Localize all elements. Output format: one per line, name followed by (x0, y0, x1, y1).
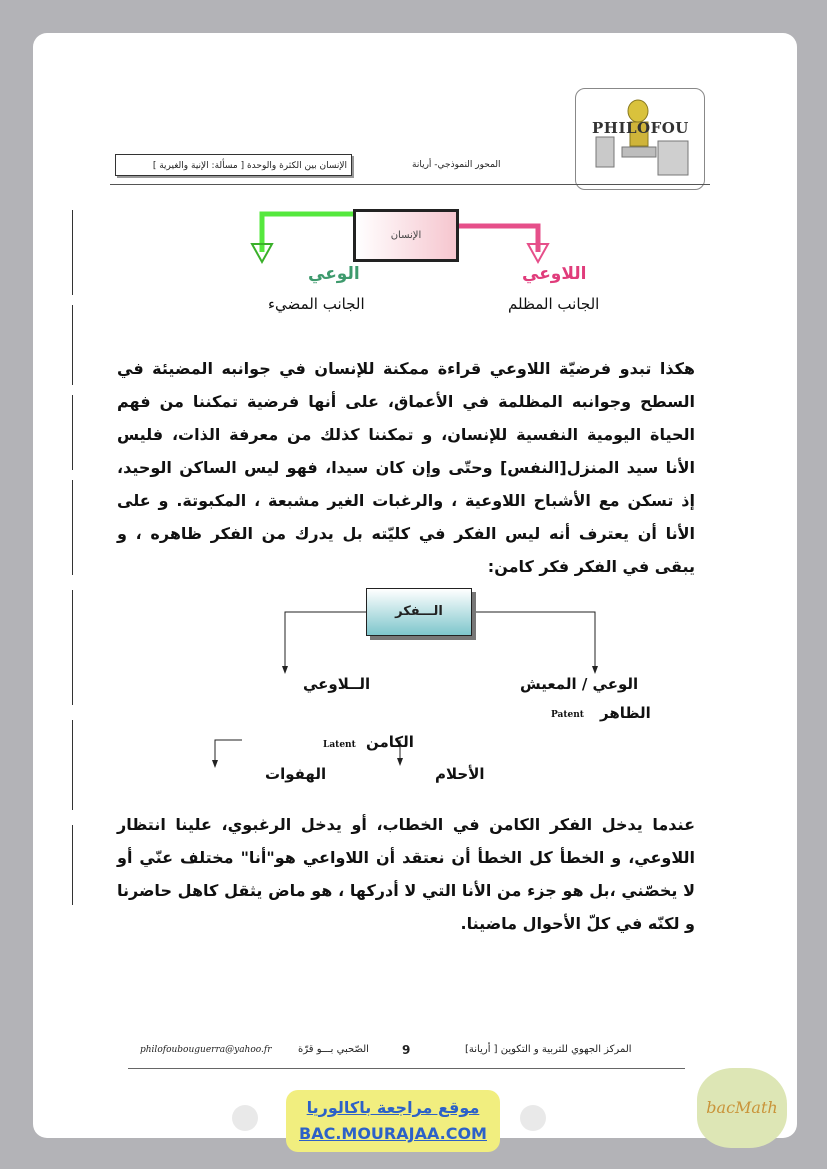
margin-bracket (72, 825, 76, 905)
margin-bracket (72, 395, 76, 470)
conscious-label: الوعي (308, 264, 360, 284)
margin-bracket (72, 590, 76, 705)
banner-right-emblem (520, 1105, 546, 1131)
banner-arabic: موقع مراجعة باكالوريا (306, 1098, 480, 1117)
banner-left-emblem (232, 1105, 258, 1131)
header-region-label: المحور النموذجي- أريانة (412, 160, 501, 170)
bacmath-logo: bacMath (697, 1068, 787, 1148)
apparent-label: الظاهر (600, 704, 651, 722)
site-banner[interactable] (286, 1090, 500, 1152)
unconscious-label: اللاوعي (522, 264, 587, 284)
document-page (33, 33, 797, 1138)
page-number: 9 (402, 1043, 411, 1057)
bright-side-label: الجانب المضيء (268, 295, 365, 313)
slips-label: الهفوات (265, 765, 327, 783)
unconscious-label-2: الــلاوعي (303, 675, 371, 693)
philofou-logo (575, 88, 705, 190)
latent-label: Latent (323, 740, 356, 750)
margin-bracket (72, 210, 76, 295)
paragraph-1: هكذا تبدو فرضيّة اللاوعي قراءة ممكنة للإنسان في جوانبه المضيئة في السطح وجوانبه المظلمة في الأعماق، على أنها فرضية تمكننا من فهم الحياة اليومية النفسية للإنسان، و تمكننا كذلك من معرفة الذات، فليس الأنا سيد المنزل[النفس] وحتّى وإن كان سيدا، فهو ليس الساكن الوحيد، إذ تسكن مع الأشباح اللاوعية ، والرغبات الغير مشبعة ، المكبوتة. و على الأنا أن يعترف أنه ليس الفكر في كليّته بل يدرك من الفكر ظاهره ، و يبقى في الفكر فكر كامن: (117, 359, 695, 576)
dark-side-label: الجانب المظلم (508, 295, 600, 313)
margin-bracket (72, 480, 76, 575)
dreams-label: الأحلام (435, 765, 485, 783)
header-divider (110, 184, 710, 185)
paragraph-2: عندما يدخل الفكر الكامن في الخطاب، أو يدخل الرغبوي، علينا انتظار اللاوعي، و الخطأ كل الخطأ أن نعتقد أن اللاواعي هو"أنا" مختلف عنّي أو لا يخصّني ،بل هو جزء من الأنا التي لا أدركها ، هو ماض يثقل كاهل حاضرنا و لكنّه في كلّ الأحوال ماضينا. (117, 815, 695, 933)
header-title-box: الإنسان بين الكثرة والوحدة [ مسألة: الإنية والغيرية ] (115, 154, 352, 176)
banner-url[interactable]: BAC.MOURAJAA.COM (299, 1124, 487, 1143)
logo-text: PHILOFOU (592, 119, 689, 137)
insan-box: الإنسان (353, 209, 459, 262)
margin-bracket (72, 720, 76, 810)
footer-author: الصّحبي بـــو قرّة (298, 1044, 369, 1055)
latent-arabic-label: الكامن (366, 733, 414, 751)
margin-bracket (72, 305, 76, 385)
footer-divider (128, 1068, 685, 1069)
footer-email: philofoubouguerra@yahoo.fr (140, 1045, 272, 1055)
footer-institution: المركز الجهوي للتربية و التكوين [ أريانة] (465, 1044, 632, 1055)
patent-label: Patent (551, 710, 584, 720)
conscious-lived-label: الوعي / المعيش (520, 675, 639, 693)
thought-box: الـــفكر (366, 588, 472, 636)
